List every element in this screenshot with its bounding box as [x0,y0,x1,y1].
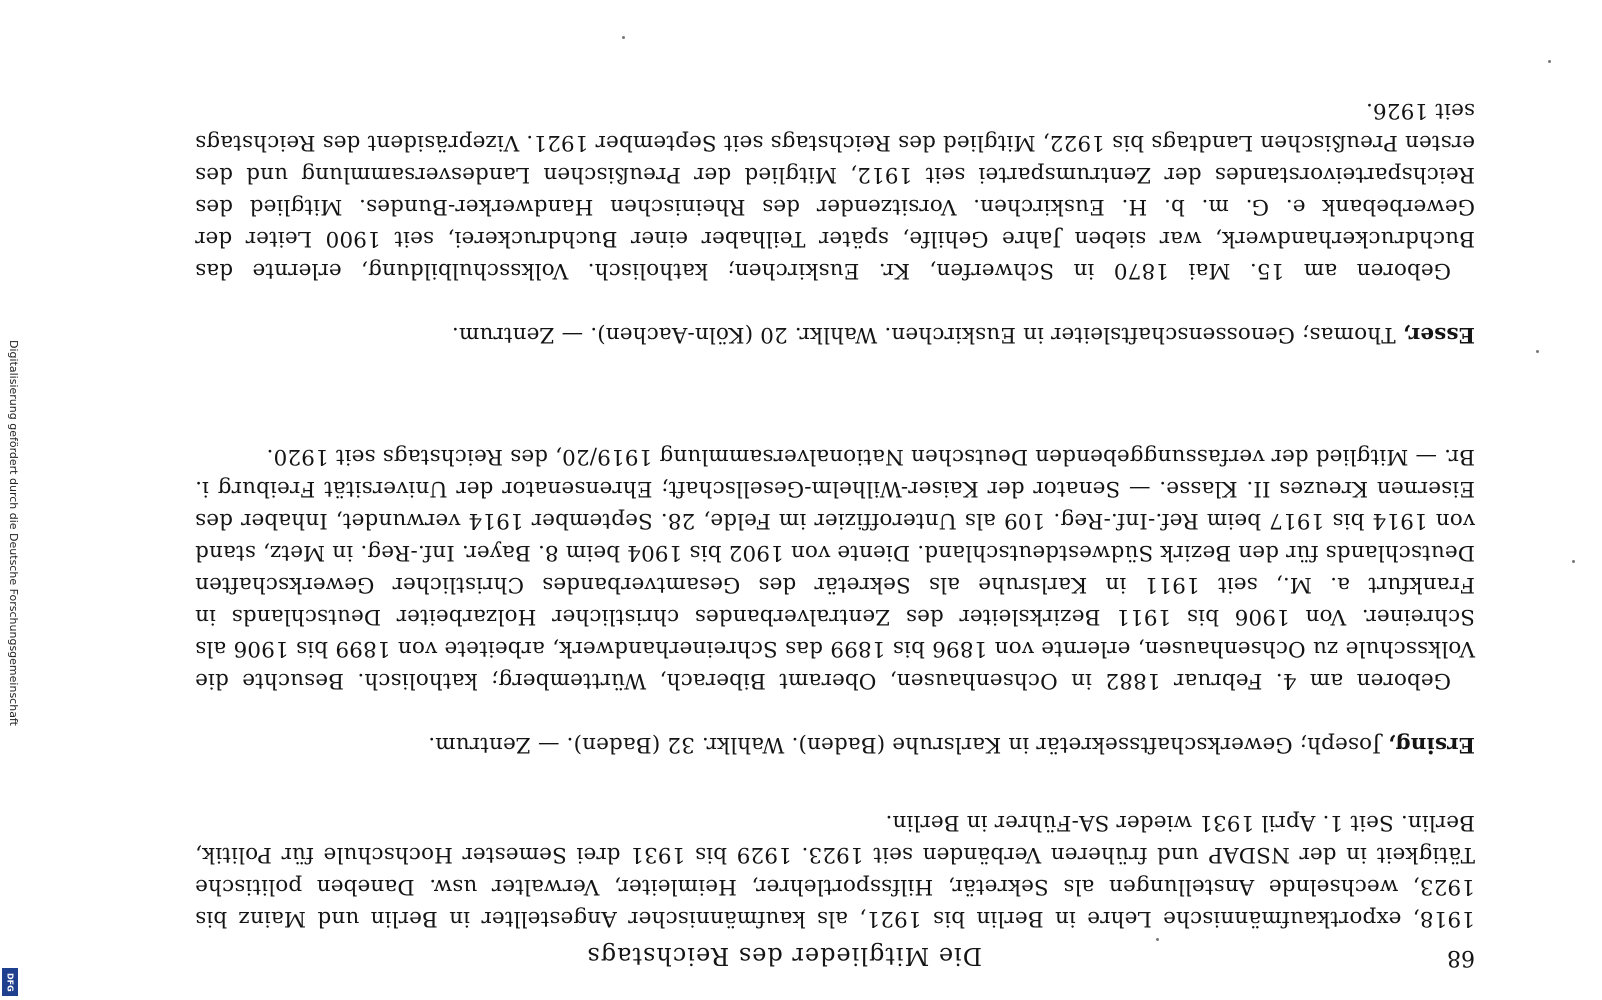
funding-note: Digitalisierung gefördert durch die Deutsche Forschungsgemeinschaft [7,340,20,726]
entry-heading-text: Joseph; Gewerkschaftssekretär in Karlsruhe (Baden). Wahlkr. 32 (Baden). — Zentrum. [428,732,1388,757]
paragraph-text: Geboren am 15. Mai 1870 in Schwerfen, Kr. Euskirchen; katholisch. Volksschulbildung, erlernte das Buchdruckerhandwerk, war sieben Jahre Gehilfe, später Teilhaber einer Buchdruckerei, seit 1900 Leiter der Gewerbebank e. G. m. b. H. Euskirchen. Vorsitzender des Rheinischen Handwerker-Bundes. Mitglied des Reichsparteivorstandes der Zentrumspartei seit 1912, Mitglied der Preußischen Landesversammlung und des ersten Preußischen Landtags bis 1922, Mitglied des Reichstags seit September 1921. Vizepräsident des Reichstags seit 1926. [195,98,1475,283]
entry-heading-esser [195,318,1475,350]
scan-speck [622,36,625,39]
entry-name: Esser, [1402,322,1475,347]
entry-biography-esser [195,94,1475,286]
page-number: 68 [1447,945,1475,970]
scan-speck [1548,60,1551,63]
entry-heading-ersing [195,728,1475,760]
paragraph-continuation [195,806,1475,934]
entry-heading-text: Thomas; Genossenschaftsleiter in Euskirchen. Wahlkr. 20 (Köln-Aachen). — Zentrum. [451,322,1403,347]
entry-biography-ersing [195,440,1475,696]
dfg-logo: DFG [2,968,18,996]
scan-speck [1572,560,1575,563]
running-head: Die Mitglieder des Reichstags [586,942,982,970]
page-header [0,930,1602,970]
paragraph-text: 1918, exportkaufmännische Lehre in Berlin bis 1921, als kaufmännischer Angestellter in Berlin und Mainz bis 1923, wechselnde Anstellungen als Sekretär, Hilfssportlehrer, Heimleiter, Verwalter usw. Daneben politische Tätigkeit in der NSDAP und früheren Verbänden seit 1923. 1929 bis 1931 drei Semester Hochschule für Politik, Berlin. Seit 1. April 1931 wieder SA-Führer in Berlin. [195,810,1475,931]
scan-speck [1536,350,1539,353]
scan-speck [1156,938,1159,941]
digitization-footer [0,0,22,1000]
paragraph-text: Geboren am 4. Februar 1882 in Ochsenhausen, Oberamt Biberach, Württemberg; katholisch. Besuchte die Volksschule zu Ochsenhausen, erlernte von 1896 bis 1899 das Schreinerhandwerk, arbeitete von 1899 bis 1906 als Schreiner. Von 1906 bis 1911 Bezirksleiter des Zentralverbandes christlicher Holzarbeiter Deutschlands in Frankfurt a. M., seit 1911 in Karlsruhe als Sekretär des Gesamtverbandes Christlicher Gewerkschaften Deutschlands für den Bezirk Südwestdeutschland. Diente von 1902 bis 1904 beim 8. Bayer. Inf.-Reg. in Metz, stand von 1914 bis 1917 beim Ref.-Inf.-Reg. 109 als Unteroffizier im Felde, 28. September 1914 verwundet, Inhaber des Eisernen Kreuzes II. Klasse. — Senator der Kaiser-Wilhelm-Gesellschaft; Ehrensenator der Universität Freiburg i. Br. — Mitglied der verfassunggebenden Deutschen Nationalversammlung 1919/20, des Reichstags seit 1920. [195,444,1475,693]
entry-name: Ersing, [1387,732,1475,757]
